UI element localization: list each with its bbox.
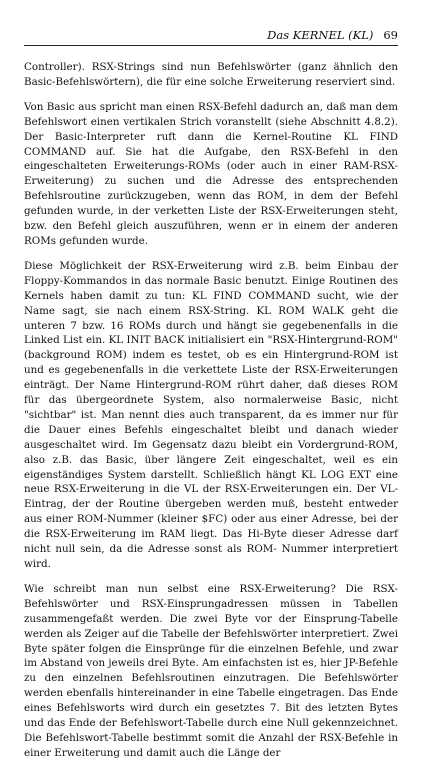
paragraph-4: Wie schreibt man nun selbst eine RSX-Erweiterung? Die RSX-Befehlswörter und RSX-Einsprungadressen müssen in Tabellen zusammengefaßt werden. Die zwei Byte vor der Einsprung-Tabelle werden als Zeiger auf die Tabelle der Befehlswörter interpretiert. Zwei Byte später folgen die Einsprünge für die einzelnen Befehle, und zwar im Abstand von jeweils drei Byte. Am einfachsten ist es, hier JP-Befehle zu den einzelnen Befehlsroutinen einzutragen. Die Befehlswörter werden ebenfalls hintereinander in eine Tabelle eingetragen. Das Ende eines Befehlsworts wird durch ein gesetztes 7. Bit des letzten Bytes und das Ende der Befehlswort-Tabelle durch eine Null gekennzeichnet. Die Befehlswort-Tabelle bestimmt somit die Anzahl der RSX-Befehle in einer Erweiterung und damit auch die Länge der [24, 582, 398, 759]
header-rule [24, 45, 398, 46]
page-body [24, 60, 398, 771]
section-title: Das KERNEL (KL) [267, 28, 374, 42]
book-page [24, 0, 398, 759]
page-number: 69 [383, 28, 398, 42]
running-header [24, 20, 398, 42]
paragraph-2: Von Basic aus spricht man einen RSX-Befehl dadurch an, daß man dem Befehlswort einen vertikalen Strich voranstellt (siehe Abschnitt 4.8.2). Der Basic-Interpreter ruft dann die Kernel-Routine KL FIND COMMAND auf. Sie hat die Aufgabe, den RSX-Befehl in den eingeschalteten Erweiterungs-ROMs (oder auch in einer RAM-RSX-Erweiterung) zu suchen und die Adresse des entsprechenden Befehlsroutine zurückzugeben, wenn das ROM, in dem der Befehl gefunden wurde, in der verketten Liste der RSX-Erweiterungen steht, bzw. den Befehl gleich auszuführen, wenn er in einem der anderen ROMs gefunden wurde. [24, 100, 398, 247]
paragraph-1: Controller). RSX-Strings sind nun Befehlswörter (ganz ähnlich den Basic-Befehlswörtern), die für eine solche Erweiterung reserviert sind. [24, 61, 398, 88]
paragraph-3: Diese Möglichkeit der RSX-Erweiterung wird z.B. beim Einbau der Floppy-Kommandos in das normale Basic benutzt. Einige Routinen des Kernels haben damit zu tun: KL FIND COMMAND sucht, wie der Name sagt, sie nach einem RSX-String. KL ROM WALK geht die unteren 7 bzw. 16 ROMs durch und hängt sie gegebenenfalls in die Linked List ein. KL INIT BACK initialisiert ein "RSX-Hintergrund-ROM" (background ROM) indem es testet, ob es ein Hintergrund-ROM ist und es gegebenenfalls in die verkettete Liste der RSX-Erweiterungen einträgt. Der Name Hintergrund-ROM rührt daher, daß dieses ROM für das übergeordnete System, also normalerweise Basic, nicht "sichtbar" ist. Man nennt dies auch transparent, da es immer nur für die Dauer eines Befehls eingeschaltet bleibt und danach wieder ausgeschaltet wird. Im Gegensatz dazu bleibt ein Vordergrund-ROM, also z.B. das Basic, über längere Zeit eingeschaltet, weil es ein eigenständiges System darstellt. Schließlich hängt KL LOG EXT eine neue RSX-Erweiterung in die VL der RSX-Erweiterungen ein. Der VL-Eintrag, der der Routine übergeben werden muß, besteht entweder aus einer ROM-Nummer (kleiner $FC) oder aus einer Adresse, bei der die RSX-Erweiterung im RAM liegt. Das Hi-Byte dieser Adresse darf nicht null sein, da die Adresse sonst als ROM- Nummer interpretiert wird. [24, 259, 398, 570]
